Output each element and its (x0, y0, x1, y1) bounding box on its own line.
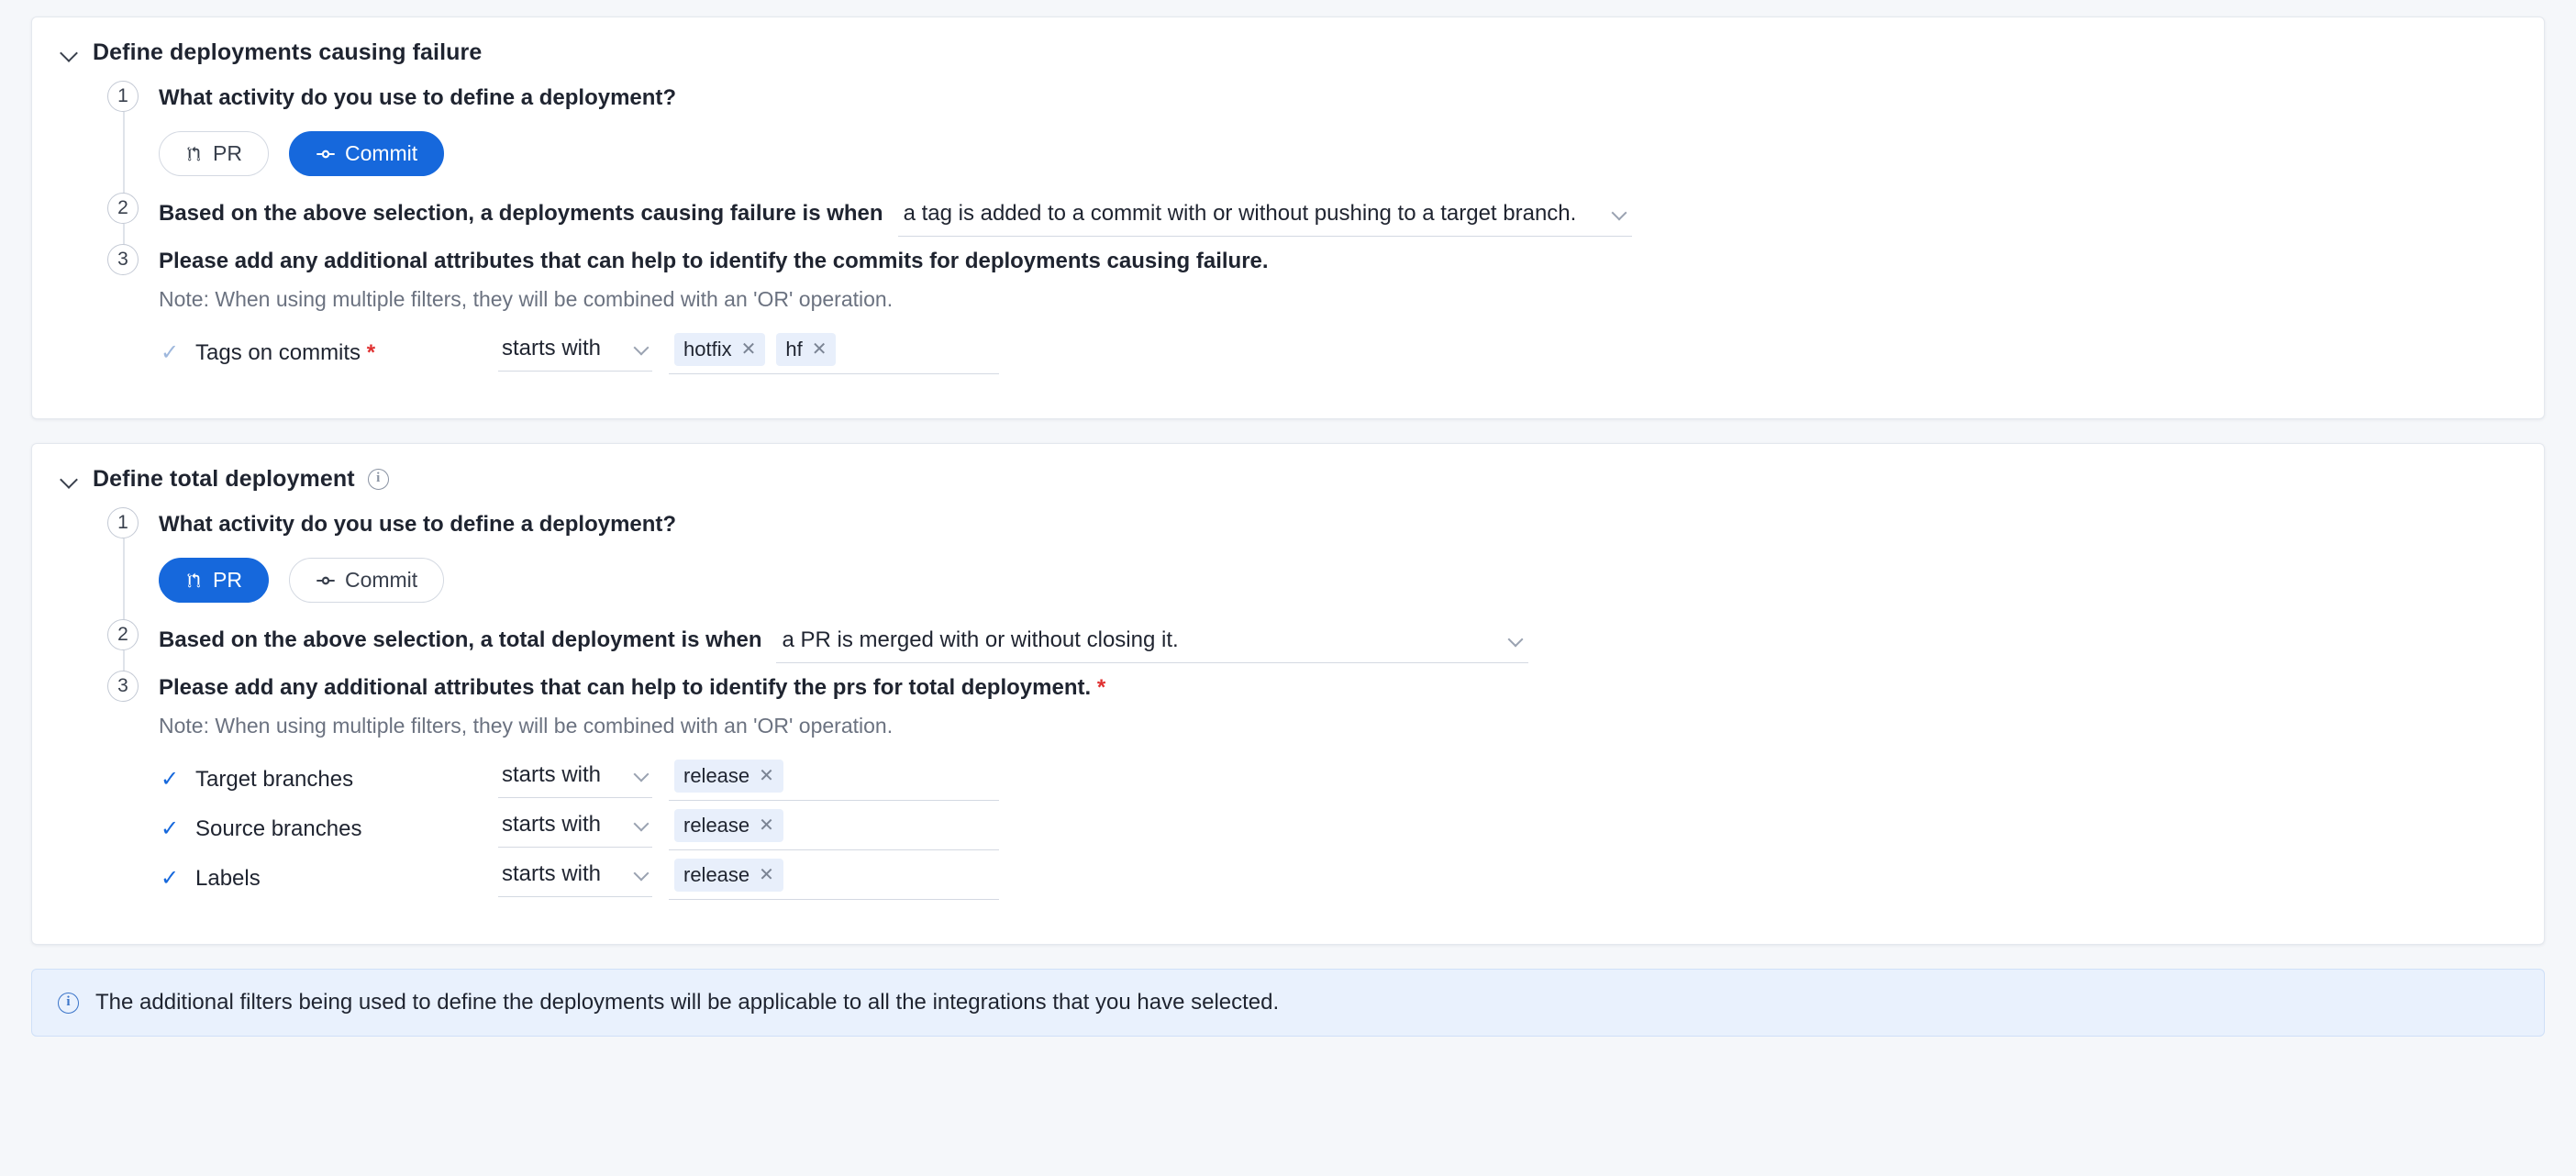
step-number: 3 (107, 671, 139, 702)
step-question-text: Please add any additional attributes that can help to identify the prs for total deployment. (159, 675, 1092, 700)
filter-operator-value: starts with (502, 811, 602, 837)
tag-label: hf (785, 337, 803, 361)
step-question (159, 671, 2544, 703)
close-icon[interactable]: ✕ (759, 864, 774, 885)
filter-operator-select[interactable] (498, 762, 652, 798)
step-content (159, 619, 2544, 671)
filter-operator-value: starts with (502, 335, 602, 361)
activity-option-label: Commit (344, 141, 418, 165)
filter-label (195, 340, 498, 366)
chevron-down-icon (634, 341, 649, 356)
chevron-down-icon (634, 768, 649, 782)
git-pull-request-icon (185, 571, 204, 591)
step-note: Note: When using multiple filters, they will be combined with an 'OR' operation. (159, 287, 894, 311)
section-header[interactable] (32, 17, 2544, 75)
step-3 (32, 671, 2544, 911)
chevron-down-icon[interactable] (60, 470, 80, 490)
step-2 (32, 619, 2544, 671)
filter-operator-select[interactable] (498, 812, 652, 848)
checkbox-checked-icon[interactable]: ✓ (160, 340, 180, 365)
tag-label: release (683, 763, 750, 787)
step-question: What activity do you use to define a deployment? (159, 85, 677, 110)
step-question: Based on the above selection, a deployments causing failure is when (159, 201, 883, 226)
section-card-deployments-causing-failure (31, 17, 2545, 419)
checkbox-checked-icon[interactable]: ✓ (160, 866, 180, 891)
step-number: 1 (107, 507, 139, 538)
step-question: What activity do you use to define a deployment? (159, 512, 677, 537)
required-asterisk: * (366, 340, 376, 365)
filter-tag-input[interactable] (669, 809, 999, 850)
filter-tag-input[interactable] (669, 859, 999, 900)
section-steps (32, 75, 2544, 418)
step-question: Please add any additional attributes that can help to identify the commits for deployments causing failure. (159, 249, 1269, 273)
filter-list (159, 328, 2544, 378)
activity-option-label: Commit (344, 568, 418, 592)
step-connector (123, 112, 125, 198)
required-asterisk: * (1096, 675, 1106, 700)
filter-tag-input[interactable] (669, 333, 999, 374)
step-3 (32, 244, 2544, 385)
filter-label: Labels (195, 866, 261, 891)
filter-row (159, 804, 2544, 854)
close-icon[interactable]: ✕ (811, 338, 827, 360)
filter-label-text: Tags on commits (195, 340, 361, 365)
filter-list (159, 755, 2544, 904)
filter-operator-value: starts with (502, 761, 602, 787)
step-content (159, 671, 2544, 911)
section-card-total-deployment (31, 443, 2545, 945)
git-commit-icon (316, 571, 336, 591)
filter-operator-select[interactable] (498, 861, 652, 897)
definition-select-value: a tag is added to a commit with or without pushing to a target branch. (903, 201, 1577, 226)
tag-chip[interactable] (776, 333, 836, 366)
activity-option-commit[interactable] (289, 131, 444, 176)
git-commit-icon (316, 144, 336, 164)
step-number: 2 (107, 619, 139, 650)
info-banner (31, 969, 2545, 1037)
activity-toggle-group (159, 558, 2544, 603)
info-banner-text: The additional filters being used to define the deployments will be applicable to all the integrations that you have selected. (95, 990, 1280, 1015)
filter-label: Target branches (195, 767, 354, 792)
section-title: Define total deployment (93, 466, 355, 492)
step-note: Note: When using multiple filters, they will be combined with an 'OR' operation. (159, 714, 894, 738)
info-icon: i (58, 993, 79, 1014)
close-icon[interactable]: ✕ (759, 815, 774, 836)
tag-chip[interactable] (674, 760, 783, 793)
checkbox-checked-icon[interactable]: ✓ (160, 816, 180, 841)
step-connector (123, 538, 125, 625)
git-pull-request-icon (185, 144, 204, 164)
filter-row (159, 328, 2544, 378)
filter-operator-select[interactable] (498, 336, 652, 372)
checkbox-checked-icon[interactable]: ✓ (160, 767, 180, 792)
chevron-down-icon (634, 817, 649, 832)
tag-label: release (683, 813, 750, 837)
step-1 (32, 507, 2544, 619)
section-title: Define deployments causing failure (93, 39, 483, 65)
tag-chip[interactable] (674, 809, 783, 842)
activity-option-commit[interactable] (289, 558, 444, 603)
chevron-down-icon (1612, 206, 1627, 221)
definition-select[interactable] (898, 199, 1632, 237)
section-steps (32, 502, 2544, 944)
activity-option-pr[interactable] (159, 558, 269, 603)
definition-select[interactable] (776, 626, 1528, 663)
step-content (159, 507, 2544, 619)
tag-label: release (683, 862, 750, 886)
chevron-down-icon[interactable] (60, 43, 80, 63)
step-number: 1 (107, 81, 139, 112)
close-icon[interactable]: ✕ (740, 338, 757, 360)
filter-label: Source branches (195, 816, 362, 841)
activity-option-pr[interactable] (159, 131, 269, 176)
section-header[interactable] (32, 444, 2544, 502)
step-1 (32, 81, 2544, 193)
chevron-down-icon (634, 867, 649, 882)
step-2 (32, 193, 2544, 244)
step-number: 2 (107, 193, 139, 224)
info-icon[interactable]: i (368, 469, 389, 490)
definition-row (159, 619, 2544, 663)
definition-select-value: a PR is merged with or without closing it. (782, 627, 1179, 652)
activity-option-label: PR (213, 141, 242, 165)
close-icon[interactable]: ✕ (759, 765, 774, 786)
step-number: 3 (107, 244, 139, 275)
step-content (159, 244, 2544, 385)
filter-row (159, 854, 2544, 904)
chevron-down-icon (1508, 633, 1523, 648)
tag-chip[interactable] (674, 859, 783, 892)
definition-row (159, 193, 2544, 237)
tag-chip[interactable] (674, 333, 765, 366)
step-content (159, 81, 2544, 193)
tag-label: hotfix (683, 337, 732, 361)
step-content (159, 193, 2544, 244)
activity-toggle-group (159, 131, 2544, 176)
filter-operator-value: starts with (502, 860, 602, 886)
filter-tag-input[interactable] (669, 760, 999, 801)
step-question: Based on the above selection, a total deployment is when (159, 627, 762, 652)
filter-row (159, 755, 2544, 804)
activity-option-label: PR (213, 568, 242, 592)
